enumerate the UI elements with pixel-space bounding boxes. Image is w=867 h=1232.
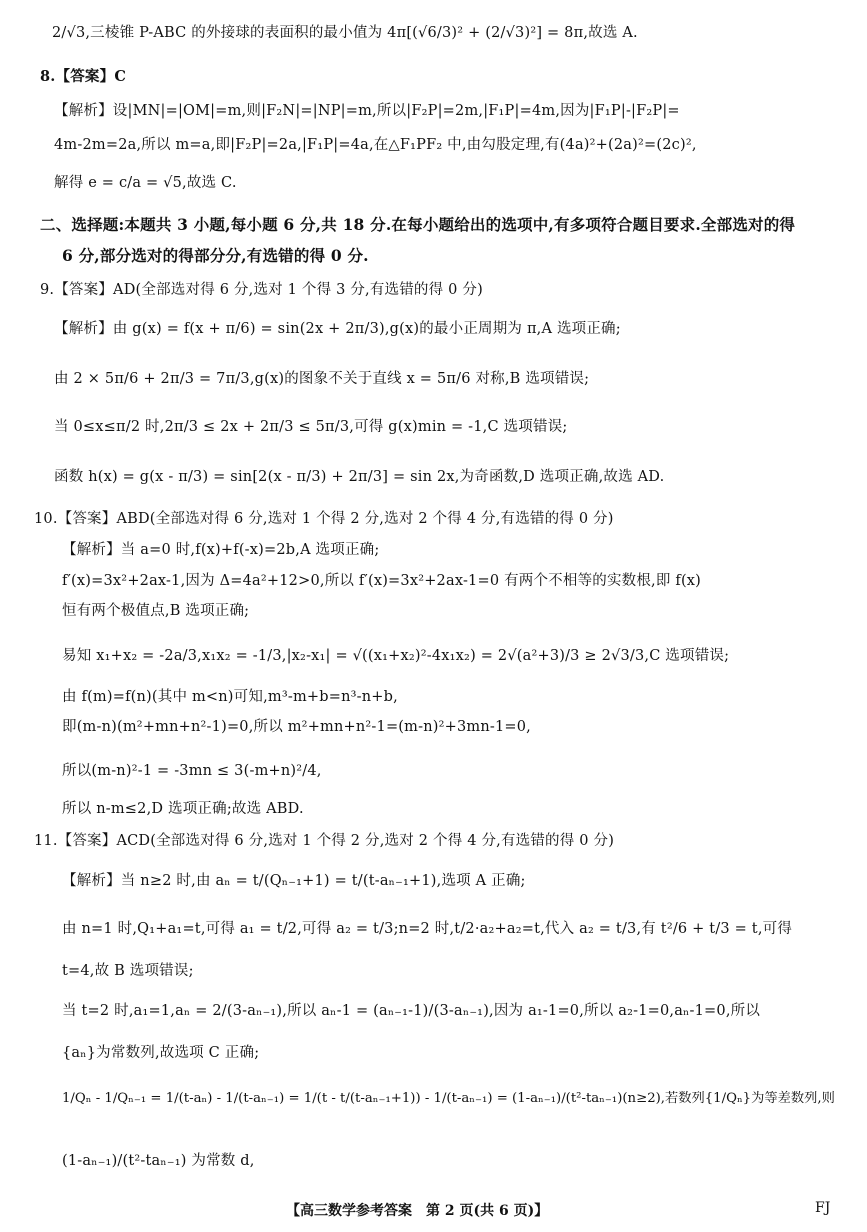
page-footer-title: 【高三数学参考答案 第 2 页(共 6 页)】 [286, 1203, 549, 1219]
solution-line: 1/Qₙ - 1/Qₙ₋₁ = 1/(t-aₙ) - 1/(t-aₙ₋₁) = 1/(t - t/(t-aₙ₋₁+1)) - 1/(t-aₙ₋₁) = (1-aₙ₋₁)/(t²-taₙ₋₁)(n≥2),若数列{1/Qₙ}为等差数列,则 [62, 1091, 835, 1106]
solution-line: 函数 h(x) = g(x - π/3) = sin[2(x - π/3) + 2π/3] = sin 2x,为奇函数,D 选项正确,故选 AD. [54, 469, 665, 485]
answer-heading-11: 11.【答案】ACD(全部选对得 6 分,选对 1 个得 2 分,选对 2 个得 4 分,有选错的得 0 分) [34, 833, 615, 849]
solution-line: 由 f(m)=f(n)(其中 m<n)可知,m³-m+b=n³-n+b, [62, 689, 398, 705]
solution-line: t=4,故 B 选项错误; [62, 963, 194, 979]
solution-line: 恒有两个极值点,B 选项正确; [62, 603, 250, 619]
section-heading-cont: 6 分,部分选对的得部分分,有选错的得 0 分. [62, 246, 369, 265]
solution-line: f′(x)=3x²+2ax-1,因为 Δ=4a²+12>0,所以 f′(x)=3x²+2ax-1=0 有两个不相等的实数根,即 f(x) [62, 573, 702, 589]
solution-line: 由 2 × 5π/6 + 2π/3 = 7π/3,g(x)的图象不关于直线 x = 5π/6 对称,B 选项错误; [54, 371, 590, 387]
solution-line: 所以 n-m≤2,D 选项正确;故选 ABD. [62, 801, 304, 817]
solution-line: 所以(m-n)²-1 = -3mn ≤ 3(-m+n)²/4, [62, 763, 322, 779]
solution-line: 当 t=2 时,a₁=1,aₙ = 2/(3-aₙ₋₁),所以 aₙ-1 = (aₙ₋₁-1)/(3-aₙ₋₁),因为 a₁-1=0,所以 a₂-1=0,aₙ-1=0,所以 [62, 1003, 761, 1019]
solution-line: 易知 x₁+x₂ = -2a/3,x₁x₂ = -1/3,|x₂-x₁| = √((x₁+x₂)²-4x₁x₂) = 2√(a²+3)/3 ≥ 2√3/3,C 选项错误; [62, 648, 730, 664]
section-heading: 二、选择题:本题共 3 小题,每小题 6 分,共 18 分.在每小题给出的选项中,有多项符合题目要求.全部选对的得 [40, 215, 796, 234]
solution-line: 【解析】设|MN|=|OM|=m,则|F₂N|=|NP|=m,所以|F₂P|=2m,|F₁P|=4m,因为|F₁P|-|F₂P|= [54, 103, 680, 119]
solution-line: 【解析】由 g(x) = f(x + π/6) = sin(2x + 2π/3),g(x)的最小正周期为 π,A 选项正确; [54, 321, 621, 337]
solution-line: 【解析】当 n≥2 时,由 aₙ = t/(Qₙ₋₁+1) = t/(t-aₙ₋₁+1),选项 A 正确; [62, 873, 526, 889]
solution-line: 即(m-n)(m²+mn+n²-1)=0,所以 m²+mn+n²-1=(m-n)²+3mn-1=0, [62, 719, 531, 735]
answer-heading-8: 8.【答案】C [40, 68, 127, 85]
answer-heading-9: 9.【答案】AD(全部选对得 6 分,选对 1 个得 3 分,有选错的得 0 分) [40, 282, 483, 298]
solution-line: 4m-2m=2a,所以 m=a,即|F₂P|=2a,|F₁P|=4a,在△F₁PF₂ 中,由勾股定理,有(4a)²+(2a)²=(2c)², [54, 137, 697, 153]
solution-line: 解得 e = c/a = √5,故选 C. [54, 175, 237, 191]
solution-line: 2/√3,三棱锥 P-ABC 的外接球的表面积的最小值为 4π[(√6/3)² + (2/√3)²] = 8π,故选 A. [52, 25, 638, 41]
solution-line: {aₙ}为常数列,故选项 C 正确; [62, 1045, 260, 1061]
answer-heading-10: 10.【答案】ABD(全部选对得 6 分,选对 1 个得 2 分,选对 2 个得 4 分,有选错的得 0 分) [34, 511, 614, 527]
solution-line: (1-aₙ₋₁)/(t²-taₙ₋₁) 为常数 d, [62, 1153, 255, 1169]
page-footer-code: FJ [815, 1200, 831, 1216]
solution-line: 由 n=1 时,Q₁+a₁=t,可得 a₁ = t/2,可得 a₂ = t/3;n=2 时,t/2·a₂+a₂=t,代入 a₂ = t/3,有 t²/6 + t/3 = t,可得 [62, 921, 793, 937]
solution-line: 【解析】当 a=0 时,f(x)+f(-x)=2b,A 选项正确; [62, 542, 380, 558]
solution-line: 当 0≤x≤π/2 时,2π/3 ≤ 2x + 2π/3 ≤ 5π/3,可得 g(x)min = -1,C 选项错误; [54, 419, 568, 435]
